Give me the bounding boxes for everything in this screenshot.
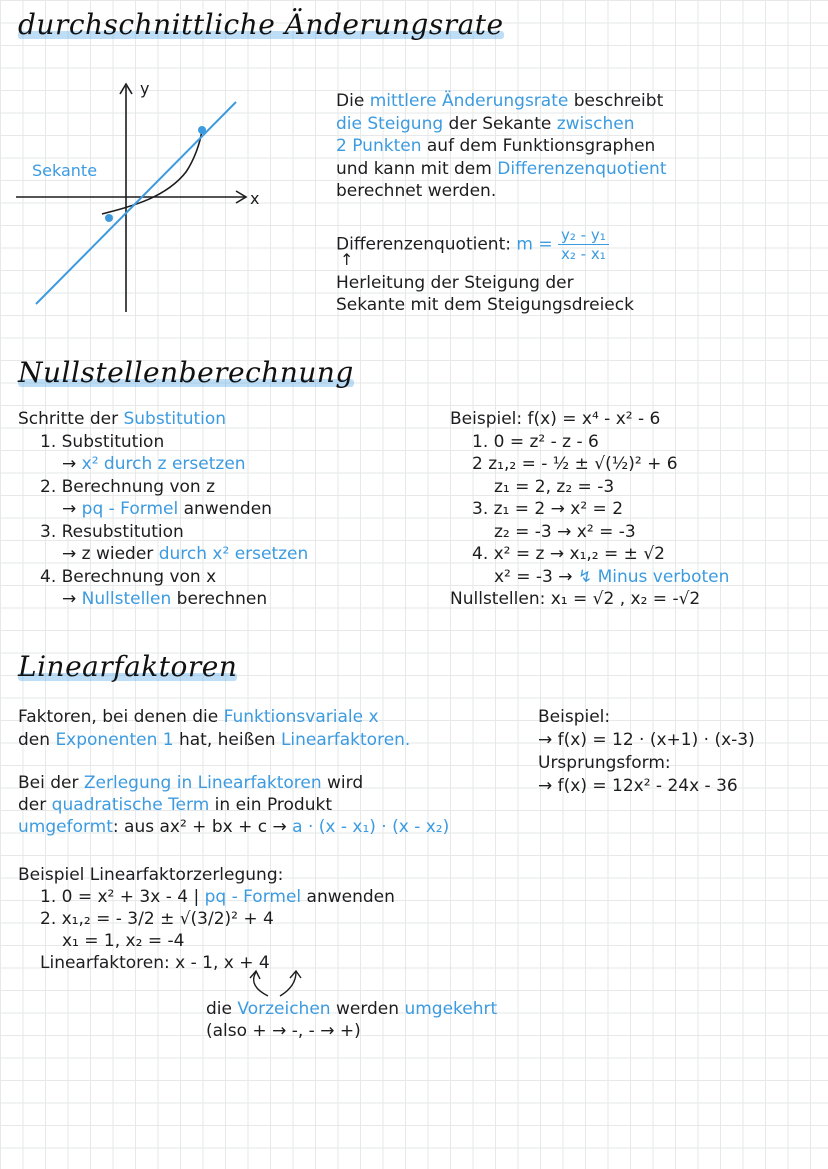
dq-m: m = [516,234,553,255]
list-item [18,543,308,566]
function-curve [102,130,202,214]
list-item [450,543,729,566]
highlighted-text: a · (x - x₁) · (x - x₂) [292,817,450,837]
text-line [336,90,666,113]
substitution-steps [18,408,308,611]
text-segment: (also + → -, - → +) [206,1021,361,1041]
arrow-left-icon [254,972,268,996]
text-segment: Bei der [18,773,84,793]
text-line [18,794,449,816]
linearfaktoren-example [538,706,755,798]
arrow-right-icon [280,972,296,996]
text-segment: berechnet werden. [336,181,497,201]
text-segment: anwenden [301,887,395,907]
text-segment: → z wieder [62,544,159,564]
highlighted-text: Exponenten 1 [55,730,174,750]
highlighted-text: mittlere Änderungsrate [369,91,569,111]
list-item [18,588,308,611]
highlighted-text: die Steigung [336,113,444,134]
derivation-line-2: Sekante mit dem Steigungsdreieck [336,295,634,315]
highlighted-text: pq - Formel [204,887,302,907]
secant-label: Sekante [32,161,98,180]
text-segment: 4. x² = z → x₁,₂ = ± √2 [472,544,665,564]
list-item [450,476,729,499]
highlighted-text: ↯ Minus verboten [577,566,730,587]
text-segment: beschreibt [568,91,664,111]
secant-point-1 [105,214,113,222]
dq-denominator: x₂ - x₁ [561,245,606,263]
list-item [18,566,308,589]
text-line [18,729,410,752]
text-segment: Beispiel: f(x) = x⁴ - x² - 6 [450,409,661,429]
text-segment: x₁ = 1, x₂ = -4 [62,931,185,951]
text-segment: 3. z₁ = 2 → x² = 2 [472,499,624,519]
secant-line [36,102,236,304]
text-line [18,772,449,794]
list-item [18,408,308,431]
secant-point-2 [198,126,206,134]
text-segment: z₂ = -3 → x² = -3 [494,521,636,542]
substitution-example [450,408,729,611]
highlighted-text: quadratische Term [51,795,210,815]
list-item [18,908,395,930]
highlighted-text: Nullstellen [81,589,172,609]
y-label: y [140,79,150,98]
text-segment: die [206,999,238,1019]
highlighted-text: Zerlegung in Linearfaktoren [83,773,322,793]
highlighted-text: pq - Formel [81,499,179,519]
text-line [336,135,666,158]
text-segment: auf dem Funktionsgraphen [421,136,656,156]
section-title-linearfaktoren: Linearfaktoren [18,650,238,683]
text-line [18,816,449,838]
list-item [450,588,729,611]
list-item [18,952,395,974]
highlighted-text: Linearfaktoren. [280,730,411,750]
highlighted-text: Vorzeichen [237,999,331,1019]
text-segment: 2. Berechnung von z [40,476,216,497]
linearfaktoren-definition [18,706,410,752]
highlighted-text: Substitution [123,409,227,429]
text-segment: 1. 0 = z² - z - 6 [472,431,599,452]
text-segment: Die [336,91,370,111]
text-segment: 3. Resubstitution [40,521,184,542]
text-segment: Faktoren, bei denen die [18,707,224,727]
list-item [18,864,395,886]
text-line [18,706,410,729]
dq-numerator: y₂ - y₁ [558,226,609,245]
highlighted-text: Funktionsvariale x [223,707,379,727]
text-segment: 1. Substitution [40,431,165,452]
zerlegung-example [18,864,395,974]
section-title-aenderungsrate: durchschnittliche Änderungsrate [18,8,504,41]
up-arrow: ↑ [340,250,354,269]
text-segment: 4. Berechnung von x [40,566,217,587]
list-item [18,521,308,544]
text-segment: 2 z₁,₂ = - ½ ± √(½)² + 6 [472,454,678,474]
text-segment: Schritte der [18,409,124,429]
section-title-nullstellen: Nullstellenberechnung [18,356,354,389]
text-segment: Linearfaktoren: x - 1, x + 4 [40,953,270,973]
derivation-line-1: Herleitung der Steigung der [336,273,574,293]
text-line [538,706,755,729]
list-item [450,566,729,589]
text-segment: Ursprungsform: [538,753,671,773]
text-segment: in ein Produkt [209,795,332,815]
text-line [206,1020,497,1042]
text-segment: hat, heißen [173,730,281,750]
text-line [538,729,755,752]
text-segment: anwenden [178,499,272,519]
highlighted-text: umgeformt [18,817,113,837]
text-line [206,998,497,1020]
aenderungsrate-description [336,90,666,203]
text-segment: den [18,730,56,750]
list-item [18,476,308,499]
highlighted-text: umgekehrt [404,999,498,1019]
text-segment: der [18,795,52,815]
text-segment: Beispiel: [538,707,611,727]
text-line [336,158,666,181]
sign-arrows [240,968,320,1002]
zerlegung-text [18,772,449,838]
text-line [336,113,666,136]
text-segment: der Sekante [443,113,557,134]
text-segment: 1. 0 = x² + 3x - 4 | [40,887,205,907]
vorzeichen-note [206,998,497,1042]
highlighted-text: x² durch z ersetzen [81,454,246,474]
text-segment: berechnen [171,589,268,609]
list-item [450,408,729,431]
differenzenquotient [336,226,609,263]
list-item [450,431,729,454]
text-line [538,775,755,798]
list-item [18,498,308,521]
x-label: x [250,189,260,208]
text-segment: werden [330,999,405,1019]
list-item [450,498,729,521]
text-segment: → f(x) = 12 · (x+1) · (x-3) [538,730,755,750]
text-segment: wird [321,773,364,793]
text-segment: : aus ax² + bx + c → [112,817,293,837]
dq-fraction [558,226,609,263]
highlighted-text: durch x² ersetzen [158,544,309,564]
list-item [18,431,308,454]
text-segment: Nullstellen: x₁ = √2 , x₂ = -√2 [450,589,701,609]
list-item [18,886,395,908]
list-item [450,453,729,476]
highlighted-text: 2 Punkten [336,136,422,156]
list-item [18,453,308,476]
text-line [336,180,666,203]
text-segment: → [62,454,82,474]
dq-label: Differenzenquotient: [336,234,517,255]
text-segment: → [62,589,82,609]
text-segment: Beispiel Linearfaktorzerlegung: [18,865,284,885]
text-segment: x² = -3 → [494,566,578,587]
text-segment: → [62,499,82,519]
text-segment: z₁ = 2, z₂ = -3 [494,476,615,497]
text-segment: 2. x₁,₂ = - 3/2 ± √(3/2)² + 4 [40,909,274,929]
list-item [450,521,729,544]
text-segment: → f(x) = 12x² - 24x - 36 [538,776,738,796]
secant-graph [14,72,304,322]
highlighted-text: zwischen [556,113,635,134]
text-line [538,752,755,775]
highlighted-text: Differenzenquotient [497,158,667,179]
text-segment: und kann mit dem [336,158,498,179]
list-item [18,930,395,952]
